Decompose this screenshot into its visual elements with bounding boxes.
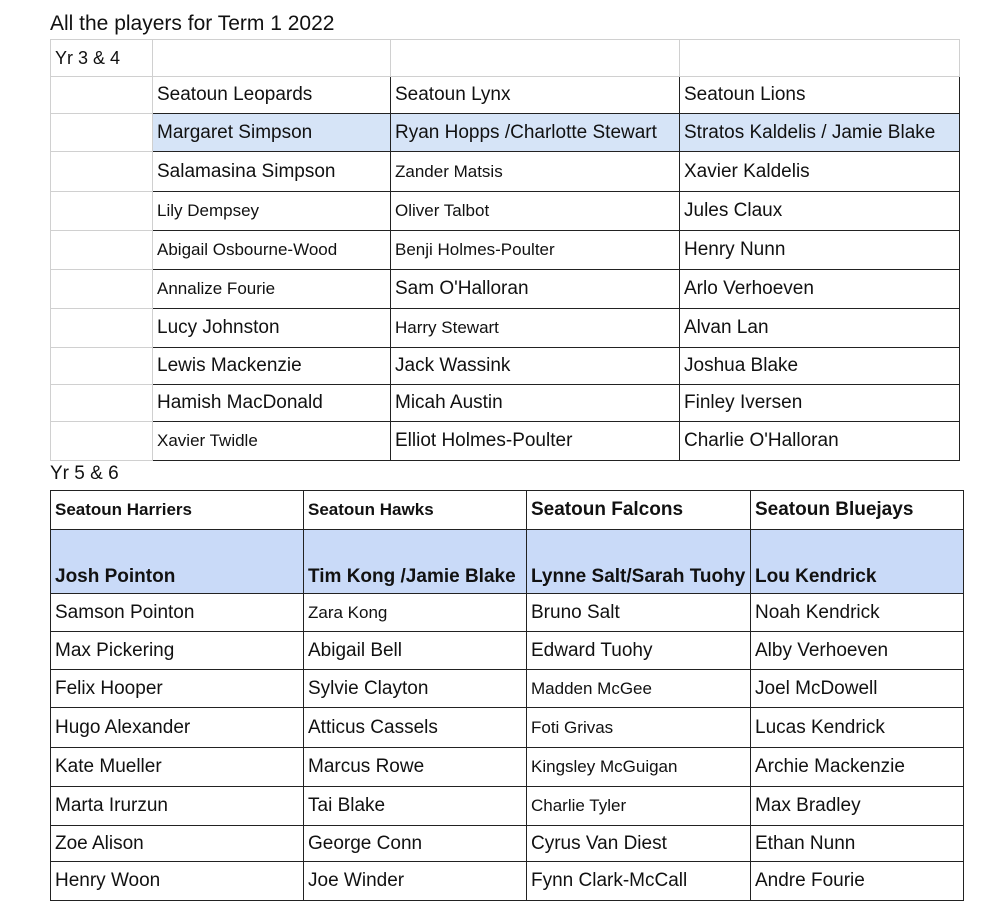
yr56-coach-row	[51, 530, 964, 594]
coach-name: Margaret Simpson	[153, 114, 391, 152]
player-name: Ethan Nunn	[751, 826, 964, 862]
player-name: Lucas Kendrick	[751, 708, 964, 748]
table-row	[51, 862, 964, 901]
yr34-table	[50, 39, 960, 461]
player-name: Jules Claux	[680, 192, 960, 231]
coach-name: Tim Kong /Jamie Blake	[304, 530, 527, 594]
player-name: Noah Kendrick	[751, 594, 964, 632]
yr34-label: Yr 3 & 4	[51, 40, 153, 77]
yr34-label-row	[51, 40, 960, 77]
player-name: Sylvie Clayton	[304, 670, 527, 708]
player-name: Hamish MacDonald	[153, 385, 391, 422]
table-row	[51, 594, 964, 632]
blank-cell	[51, 231, 153, 270]
player-name: Elliot Holmes-Poulter	[391, 422, 680, 461]
player-name: Bruno Salt	[527, 594, 751, 632]
player-name: Kate Mueller	[51, 748, 304, 787]
blank-cell	[51, 309, 153, 348]
yr56-label: Yr 5 & 6	[50, 463, 119, 484]
player-name: Harry Stewart	[391, 309, 680, 348]
player-name: Charlie Tyler	[527, 787, 751, 826]
player-name: Lucy Johnston	[153, 309, 391, 348]
coach-name: Lynne Salt/Sarah Tuohy	[527, 530, 751, 594]
player-name: Cyrus Van Diest	[527, 826, 751, 862]
blank-cell	[51, 348, 153, 385]
page-title: All the players for Term 1 2022	[50, 12, 335, 35]
yr34-team-row	[51, 77, 960, 114]
player-name: Abigail Osbourne-Wood	[153, 231, 391, 270]
player-name: Henry Nunn	[680, 231, 960, 270]
player-name: Foti Grivas	[527, 708, 751, 748]
player-name: Charlie O'Halloran	[680, 422, 960, 461]
table-row	[51, 152, 960, 192]
blank-cell	[51, 270, 153, 309]
player-name: Marcus Rowe	[304, 748, 527, 787]
player-name: Micah Austin	[391, 385, 680, 422]
table-row	[51, 231, 960, 270]
player-name: Finley Iversen	[680, 385, 960, 422]
player-name: Zander Matsis	[391, 152, 680, 192]
player-name: Annalize Fourie	[153, 270, 391, 309]
team-name: Seatoun Lions	[680, 77, 960, 114]
player-name: Tai Blake	[304, 787, 527, 826]
player-name: Samson Pointon	[51, 594, 304, 632]
blank-cell	[153, 40, 391, 77]
coach-name: Ryan Hopps /Charlotte Stewart	[391, 114, 680, 152]
player-name: Sam O'Halloran	[391, 270, 680, 309]
player-name: Joel McDowell	[751, 670, 964, 708]
table-row	[51, 270, 960, 309]
player-name: Salamasina Simpson	[153, 152, 391, 192]
player-name: Felix Hooper	[51, 670, 304, 708]
player-name: Marta Irurzun	[51, 787, 304, 826]
player-name: Joshua Blake	[680, 348, 960, 385]
yr56-team-row	[51, 491, 964, 530]
player-name: Edward Tuohy	[527, 632, 751, 670]
blank-cell	[51, 385, 153, 422]
coach-name: Stratos Kaldelis / Jamie Blake	[680, 114, 960, 152]
player-name: Atticus Cassels	[304, 708, 527, 748]
team-name: Seatoun Leopards	[153, 77, 391, 114]
player-name: Arlo Verhoeven	[680, 270, 960, 309]
table-row	[51, 192, 960, 231]
table-row	[51, 826, 964, 862]
player-name: Max Pickering	[51, 632, 304, 670]
table-row	[51, 748, 964, 787]
player-name: Max Bradley	[751, 787, 964, 826]
table-row	[51, 670, 964, 708]
table-row	[51, 385, 960, 422]
team-name: Seatoun Hawks	[304, 491, 527, 530]
blank-cell	[51, 422, 153, 461]
coach-name: Lou Kendrick	[751, 530, 964, 594]
player-name: Archie Mackenzie	[751, 748, 964, 787]
player-name: Kingsley McGuigan	[527, 748, 751, 787]
blank-cell	[680, 40, 960, 77]
player-name: Madden McGee	[527, 670, 751, 708]
player-name: George Conn	[304, 826, 527, 862]
table-row	[51, 422, 960, 461]
player-name: Abigail Bell	[304, 632, 527, 670]
player-name: Lily Dempsey	[153, 192, 391, 231]
player-name: Zoe Alison	[51, 826, 304, 862]
player-name: Henry Woon	[51, 862, 304, 901]
coach-name: Josh Pointon	[51, 530, 304, 594]
player-name: Fynn Clark-McCall	[527, 862, 751, 901]
player-name: Lewis Mackenzie	[153, 348, 391, 385]
player-name: Alby Verhoeven	[751, 632, 964, 670]
blank-cell	[51, 114, 153, 152]
yr56-table	[50, 490, 964, 901]
team-name: Seatoun Lynx	[391, 77, 680, 114]
blank-cell	[51, 77, 153, 114]
blank-cell	[51, 192, 153, 231]
team-name: Seatoun Falcons	[527, 491, 751, 530]
player-name: Hugo Alexander	[51, 708, 304, 748]
player-name: Xavier Kaldelis	[680, 152, 960, 192]
team-name: Seatoun Harriers	[51, 491, 304, 530]
yr34-coach-row	[51, 114, 960, 152]
blank-cell	[391, 40, 680, 77]
player-name: Andre Fourie	[751, 862, 964, 901]
table-row	[51, 787, 964, 826]
player-name: Alvan Lan	[680, 309, 960, 348]
player-name: Zara Kong	[304, 594, 527, 632]
player-name: Xavier Twidle	[153, 422, 391, 461]
table-row	[51, 708, 964, 748]
table-row	[51, 348, 960, 385]
blank-cell	[51, 152, 153, 192]
player-name: Joe Winder	[304, 862, 527, 901]
team-name: Seatoun Bluejays	[751, 491, 964, 530]
player-name: Benji Holmes-Poulter	[391, 231, 680, 270]
table-row	[51, 309, 960, 348]
table-row	[51, 632, 964, 670]
player-name: Oliver Talbot	[391, 192, 680, 231]
player-name: Jack Wassink	[391, 348, 680, 385]
